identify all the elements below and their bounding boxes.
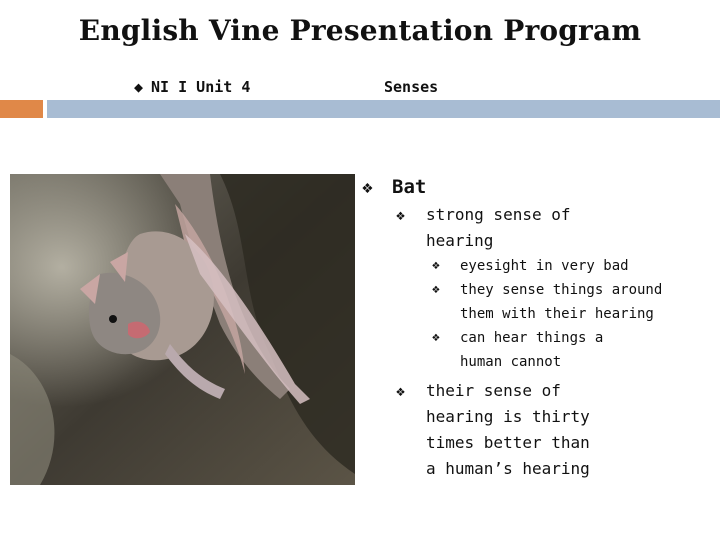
bullet-sub-3 <box>432 326 712 374</box>
quad-diamond-bullet-icon: ❖ <box>396 206 406 224</box>
quad-diamond-bullet-icon: ❖ <box>432 282 440 297</box>
topic-label: Senses <box>384 78 439 96</box>
bullet-sub-1 <box>432 254 712 278</box>
unit-label-text: NI I Unit 4 <box>151 78 251 96</box>
bullet-main <box>362 176 712 198</box>
bullet-point-1 <box>396 202 712 254</box>
bullet-sub-3-text: can hear things a human cannot <box>460 330 604 370</box>
bat-photo-icon <box>10 174 355 485</box>
bullet-point-1-text: strong sense of hearing <box>426 205 571 250</box>
accent-bar-blue <box>47 100 720 118</box>
accent-bar-orange <box>0 100 43 118</box>
bullet-point-2-text: their sense of hearing is thirty times better than a human’s hearing <box>426 381 590 478</box>
diamond-bullet-icon: ◆ <box>134 78 144 96</box>
quad-diamond-bullet-icon: ❖ <box>432 258 440 273</box>
quad-diamond-bullet-icon: ❖ <box>396 382 406 400</box>
quad-diamond-bullet-icon: ❖ <box>362 177 373 198</box>
bat-photo <box>10 174 355 485</box>
unit-label <box>134 78 250 96</box>
slide-title: English Vine Presentation Program <box>78 14 642 47</box>
bullet-sub-2 <box>432 278 712 326</box>
bullet-sub-2-text: they sense things around them with their hearing <box>460 282 663 322</box>
bullet-point-2 <box>396 378 712 482</box>
bullet-list <box>362 176 712 482</box>
bullet-sub-1-text: eyesight in very bad <box>460 258 629 274</box>
quad-diamond-bullet-icon: ❖ <box>432 330 440 345</box>
bullet-main-text: Bat <box>392 176 427 198</box>
